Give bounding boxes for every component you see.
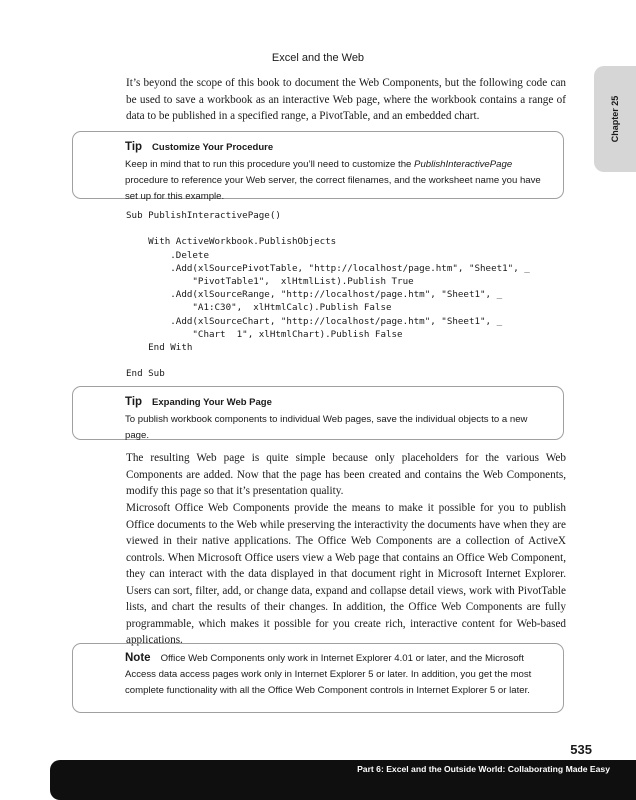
tip-title: Expanding Your Web Page — [152, 397, 272, 408]
paragraph-web-components: Microsoft Office Web Components provide the means to make it possible for you to publish Office documents to the Web while preserving the interactivity the documents have when they are viewed in their native applications. The Office Web Components are a collection of ActiveX controls. When Microsoft Office users view a Web page that contains an Office Web Component, they can interact with the data displayed in that document right in Microsoft Internet Explorer. Users can sort, filter, add, or change data, expand and collapse detail views, work with PivotTable lists, and chart the results of their changes. In addition, the Office Web Components are fully programmable, which makes it possible for you create rich, interactive content for Web-based applications. — [126, 502, 566, 646]
code-line: "A1:C30", xlHtmlCalc).Publish False — [126, 302, 392, 314]
code-line: .Add(xlSourceRange, "http://localhost/page.htm", "Sheet1", _ — [126, 289, 503, 301]
intro-paragraph: It’s beyond the scope of this book to document the Web Components, but the following code can be used to save a workbook as an interactive Web page, where the workbook contains a range of data to be published in a specified range, a PivotTable, and an embedded chart. — [126, 77, 566, 122]
tip-box-expanding — [72, 386, 564, 440]
page-number: 535 — [570, 742, 592, 757]
procedure-name: PublishInteractivePage — [414, 159, 513, 170]
code-line: End With — [126, 342, 193, 354]
tip-label: Tip — [125, 141, 143, 153]
tip-body: Keep in mind that to run this procedure you’ll need to customize the PublishInteractivePage procedure to reference your Web server, the correct filenames, and the worksheet name you have set up for this example. — [125, 159, 541, 202]
code-line — [126, 222, 530, 235]
code-line: Sub PublishInteractivePage() — [126, 210, 281, 221]
tip-label: Tip — [125, 396, 143, 408]
paragraph-resulting-page: The resulting Web page is quite simple because only placeholders for the various Web Components are added. Now that the page has been created and contains the Web Components, modify this page so that it’s presentation quality. — [126, 452, 566, 497]
footer-bar — [50, 760, 636, 800]
code-line: End Sub — [126, 368, 165, 380]
chapter-tab — [594, 66, 636, 172]
code-line: .Add(xlSourcePivotTable, "http://localhost/page.htm", "Sheet1", _ — [126, 262, 530, 274]
part-title: Part 6: Excel and the Outside World: Collaborating Made Easy — [357, 764, 610, 774]
code-line: "Chart 1", xlHtmlChart).Publish False — [126, 328, 403, 340]
code-line: "PivotTable1", xlHtmlList).Publish True — [126, 276, 414, 288]
code-line: .Delete — [126, 249, 209, 261]
code-line: .Add(xlSourceChart, "http://localhost/page.htm", "Sheet1", _ — [126, 315, 503, 327]
tip-body: To publish workbook components to individual Web pages, save the individual objects to a new page. — [125, 414, 528, 441]
code-listing — [126, 209, 530, 381]
note-box — [72, 643, 564, 713]
note-label: Note — [125, 652, 151, 664]
code-line: With ActiveWorkbook.PublishObjects — [126, 236, 337, 248]
note-body: Office Web Components only work in Internet Explorer 4.01 or later, and the Microsoft Access data access pages work only in Internet Explorer 5 or later. In addition, you get the most complete functionality with all the Office Web Component controls in Internet Explorer 5 or later. — [125, 653, 532, 696]
running-head: Excel and the Web — [271, 52, 365, 64]
tip-title: Customize Your Procedure — [152, 142, 274, 153]
code-line — [126, 354, 530, 367]
tip-box-customize — [72, 131, 564, 202]
chapter-tab-label: Chapter 25 — [610, 95, 620, 143]
